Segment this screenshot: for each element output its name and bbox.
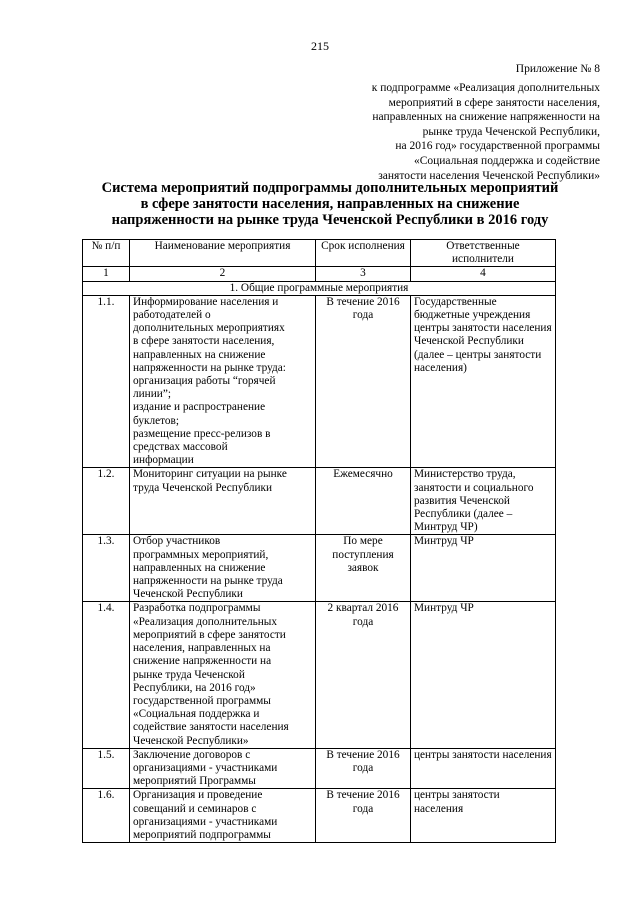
row-event-name: Заключение договоров с организациями - участниками мероприятий Программы bbox=[130, 748, 316, 789]
document-title: Система мероприятий подпрограммы дополнительных мероприятий в сфере занятости населения, направленных на снижение напряженности на рынке труда Чеченской Республики в 2016 году bbox=[101, 180, 559, 228]
row-deadline: В течение 2016 года bbox=[316, 789, 411, 843]
annex-label: Приложение № 8 bbox=[515, 63, 600, 75]
header-number: № п/п bbox=[83, 240, 130, 267]
row-deadline: В течение 2016 года bbox=[316, 748, 411, 789]
col-number-2: 2 bbox=[130, 267, 316, 281]
row-number: 1.6. bbox=[83, 789, 130, 843]
table-row bbox=[83, 468, 556, 535]
row-deadline: Ежемесячно bbox=[316, 468, 411, 535]
header-row bbox=[83, 240, 556, 267]
row-event-name: Мониторинг ситуации на рынке труда Чеченской Республики bbox=[130, 468, 316, 535]
row-responsible: Министерство труда, занятости и социального развития Чеченской Республики (далее – Минтруд ЧР) bbox=[411, 468, 556, 535]
section-row bbox=[83, 281, 556, 295]
row-event-name: Разработка подпрограммы «Реализация дополнительных мероприятий в сфере занятости населения, направленных на снижение напряженности на рынке труда Чеченской Республики, на 2016 год» государственной программы «Социальная поддержка и содействие занятости населения Чеченской Республики» bbox=[130, 602, 316, 748]
table-row bbox=[83, 748, 556, 789]
row-number: 1.5. bbox=[83, 748, 130, 789]
row-number: 1.2. bbox=[83, 468, 130, 535]
row-event-name: Организация и проведение совещаний и семинаров с организациями - участниками мероприятий подпрограммы bbox=[130, 789, 316, 843]
col-number-3: 3 bbox=[316, 267, 411, 281]
page-number: 215 bbox=[311, 39, 329, 53]
table-row bbox=[83, 789, 556, 843]
table-row bbox=[83, 602, 556, 748]
row-responsible: Государственные бюджетные учреждения центры занятости населения Чеченской Республики (далее – центры занятости населения) bbox=[411, 295, 556, 468]
header-responsible: Ответственные исполнители bbox=[411, 240, 556, 267]
row-number: 1.3. bbox=[83, 535, 130, 602]
col-number-4: 4 bbox=[411, 267, 556, 281]
header-event-name: Наименование мероприятия bbox=[130, 240, 316, 267]
col-number-1: 1 bbox=[83, 267, 130, 281]
row-number: 1.1. bbox=[83, 295, 130, 468]
row-responsible: Минтруд ЧР bbox=[411, 535, 556, 602]
row-number: 1.4. bbox=[83, 602, 130, 748]
row-event-name: Отбор участников программных мероприятий, направленных на снижение напряженности на рынке труда Чеченской Республики bbox=[130, 535, 316, 602]
row-deadline: По мере поступления заявок bbox=[316, 535, 411, 602]
column-number-row bbox=[83, 267, 556, 281]
row-deadline: В течение 2016 года bbox=[316, 295, 411, 468]
events-table bbox=[82, 239, 556, 843]
row-event-name: Информирование населения и работодателей о дополнительных мероприятиях в сфере занятости населения, направленных на снижение напряженности на рынке труда: организация работы “горячей линии”; издание и распространение буклетов; размещение пресс-релизов в средствах массовой информации bbox=[130, 295, 316, 468]
row-deadline: 2 квартал 2016 года bbox=[316, 602, 411, 748]
table-row bbox=[83, 535, 556, 602]
annex-text: к подпрограмме «Реализация дополнительных мероприятий в сфере занятости населения, направленных на снижение напряженности на рынке труда Чеченской Республики, на 2016 год» государственной программы «Социальная поддержка и содействие занятости населения Чеченской Республики» bbox=[371, 82, 600, 182]
row-responsible: центры занятости населения bbox=[411, 748, 556, 789]
row-responsible: Минтруд ЧР bbox=[411, 602, 556, 748]
row-responsible: центры занятости населения bbox=[411, 789, 556, 843]
section-title: 1. Общие программные мероприятия bbox=[83, 281, 556, 295]
table-row bbox=[83, 295, 556, 468]
header-deadline: Срок исполнения bbox=[316, 240, 411, 267]
